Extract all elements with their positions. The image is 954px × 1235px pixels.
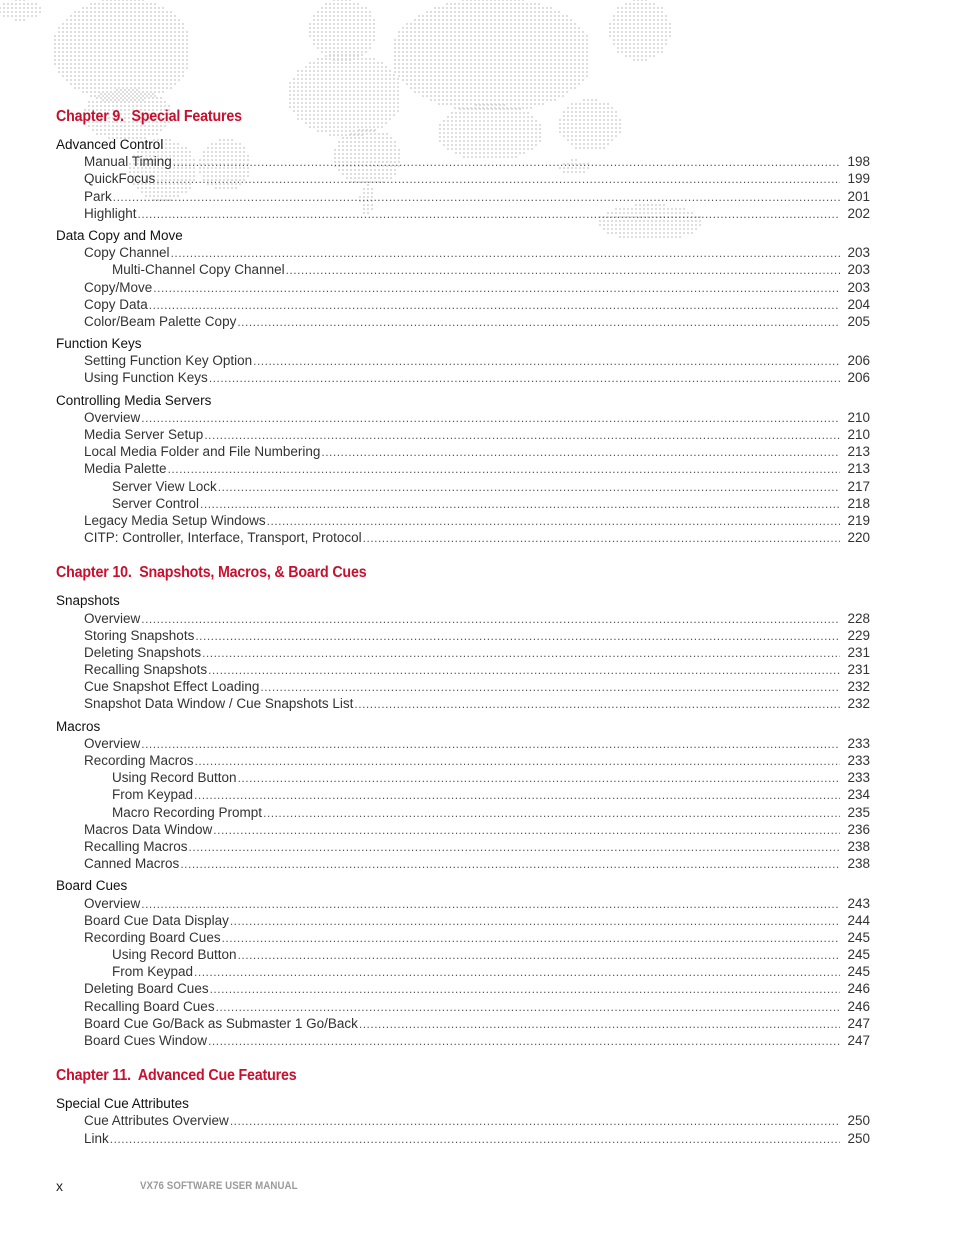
section-heading[interactable]: Board Cues	[56, 878, 128, 894]
toc-entry-title: Overview	[84, 895, 141, 911]
toc-entry-title: Using Record Button	[112, 947, 237, 963]
toc-entry-title: Multi-Channel Copy Channel	[112, 262, 285, 278]
toc-entry-title: Link	[84, 1130, 109, 1146]
dot-leader	[230, 1113, 840, 1130]
toc-entry-title: QuickFocus	[84, 171, 156, 187]
dot-leader	[238, 770, 840, 787]
dot-leader	[171, 245, 840, 262]
page-number: x	[56, 1178, 63, 1194]
toc-entry[interactable]	[56, 369, 870, 386]
toc-entry-title: Overview	[84, 409, 141, 425]
toc-section	[56, 1095, 870, 1147]
toc-entry-title: Server View Lock	[112, 478, 217, 494]
toc-entry-page: 247	[847, 1033, 870, 1048]
dot-leader	[263, 805, 840, 822]
toc-entry-title: Recording Board Cues	[84, 929, 221, 945]
toc-entry[interactable]	[56, 153, 870, 170]
toc-entry-title: Cue Attributes Overview	[84, 1113, 229, 1129]
toc-entry-page: 213	[847, 461, 870, 477]
toc-entry-title: Copy/Move	[84, 279, 153, 295]
toc-entry-title: Local Media Folder and File Numbering	[84, 444, 321, 460]
toc-entry[interactable]	[56, 460, 870, 477]
toc-entry[interactable]	[56, 678, 870, 695]
toc-entry[interactable]	[56, 895, 870, 912]
toc-entry[interactable]	[56, 443, 870, 460]
dot-leader	[208, 1033, 840, 1050]
toc-entry-page: 233	[847, 753, 870, 768]
toc-entry-title: CITP: Controller, Interface, Transport, Protocol	[84, 530, 362, 546]
toc-entry-title: Manual Timing	[84, 154, 172, 170]
toc-entry-title: From Keypad	[112, 787, 194, 803]
toc-entry-page: 203	[847, 279, 870, 295]
dot-leader	[363, 530, 840, 547]
toc-entry[interactable]	[56, 661, 870, 678]
dot-leader	[218, 479, 840, 496]
toc-entry-title: Deleting Board Cues	[84, 981, 209, 997]
toc-entry-page: 206	[847, 353, 870, 369]
toc-entry-page: 238	[847, 856, 870, 872]
table-of-contents	[56, 108, 870, 1165]
toc-entry[interactable]	[56, 205, 870, 222]
toc-entry-page: 217	[847, 478, 870, 494]
toc-entry-page: 210	[847, 427, 870, 442]
toc-entry-title: Overview	[84, 610, 141, 626]
toc-entry-page: 247	[847, 1015, 870, 1031]
toc-entry-page: 235	[847, 804, 870, 820]
toc-entry[interactable]	[56, 912, 870, 929]
dot-leader	[210, 981, 840, 998]
toc-entry-page: 232	[847, 696, 870, 712]
dot-leader	[208, 662, 840, 679]
toc-entry-title: Legacy Media Setup Windows	[84, 512, 266, 528]
toc-entry-page: 232	[847, 679, 870, 695]
toc-entry[interactable]	[56, 1130, 870, 1147]
toc-entry-page: 246	[847, 998, 870, 1014]
dot-leader	[110, 1131, 840, 1148]
dot-leader	[156, 171, 840, 188]
dot-leader	[202, 645, 840, 662]
toc-section	[56, 392, 870, 547]
dot-leader	[260, 679, 840, 696]
toc-entry[interactable]	[56, 627, 870, 644]
toc-entry-page: 220	[847, 530, 870, 546]
toc-section	[56, 335, 870, 387]
toc-entry-page: 250	[847, 1130, 870, 1146]
toc-entry-title: Copy Channel	[84, 245, 170, 261]
toc-entry-title: Color/Beam Palette Copy	[84, 313, 237, 329]
toc-entry-title: Macros Data Window	[84, 821, 213, 837]
toc-entry-page: 210	[847, 409, 870, 425]
page-footer	[56, 1176, 456, 1196]
dot-leader	[194, 964, 840, 981]
dot-leader	[141, 410, 840, 427]
toc-entry[interactable]	[56, 946, 870, 963]
chapter-heading[interactable]: Chapter 9. Special Features	[56, 108, 242, 125]
toc-entry-page: 233	[847, 735, 870, 751]
chapter-heading[interactable]: Chapter 10. Snapshots, Macros, & Board Cues	[56, 564, 367, 582]
toc-entry-title: Deleting Snapshots	[84, 644, 202, 660]
section-heading[interactable]: Function Keys	[56, 336, 142, 352]
toc-entry[interactable]	[56, 644, 870, 661]
dot-leader	[141, 736, 840, 753]
toc-entry-page: 245	[847, 964, 870, 980]
toc-entry-title: Highlight	[84, 205, 137, 221]
toc-entry[interactable]	[56, 1112, 870, 1129]
dot-leader	[253, 353, 840, 370]
toc-entry[interactable]	[56, 610, 870, 627]
toc-entry-page: 245	[847, 929, 870, 945]
toc-entry[interactable]	[56, 838, 870, 855]
dot-leader	[230, 913, 840, 930]
dot-leader	[359, 1016, 840, 1033]
toc-entry-page: 244	[847, 912, 870, 928]
toc-entry[interactable]	[56, 426, 870, 443]
toc-entry[interactable]	[56, 804, 870, 821]
toc-entry-page: 236	[847, 821, 870, 837]
toc-entry-page: 201	[847, 188, 870, 204]
section-heading[interactable]: Controlling Media Servers	[56, 392, 212, 408]
toc-entry[interactable]	[56, 170, 870, 187]
toc-entry-title: Media Palette	[84, 461, 167, 477]
toc-entry[interactable]	[56, 929, 870, 946]
toc-entry-title: Storing Snapshots	[84, 627, 195, 643]
dot-leader	[209, 370, 840, 387]
toc-entry-page: 213	[847, 444, 870, 460]
toc-entry[interactable]	[56, 261, 870, 278]
dot-leader	[200, 496, 840, 513]
dot-leader	[195, 753, 840, 770]
toc-entry-page: 229	[847, 627, 870, 643]
toc-entry-page: 202	[847, 205, 870, 221]
dot-leader	[286, 262, 840, 279]
toc-entry[interactable]	[56, 478, 870, 495]
dot-leader	[267, 513, 840, 530]
toc-entry-page: 245	[847, 947, 870, 963]
toc-entry-page: 243	[847, 895, 870, 911]
dot-leader	[354, 696, 840, 713]
toc-entry[interactable]	[56, 735, 870, 752]
toc-entry-title: Board Cues Window	[84, 1033, 208, 1048]
toc-entry-title: Macro Recording Prompt	[112, 804, 263, 820]
dot-leader	[141, 896, 840, 913]
toc-entry[interactable]	[56, 998, 870, 1015]
toc-entry[interactable]	[56, 313, 870, 330]
toc-entry-title: Setting Function Key Option	[84, 353, 253, 369]
toc-entry-title: Recalling Macros	[84, 838, 188, 854]
section-heading[interactable]: Advanced Control	[56, 137, 164, 152]
toc-entry[interactable]	[56, 495, 870, 512]
toc-entry-title: Recalling Snapshots	[84, 662, 208, 678]
toc-entry-title: From Keypad	[112, 964, 194, 980]
section-heading[interactable]: Macros	[56, 718, 101, 734]
toc-entry[interactable]	[56, 821, 870, 838]
toc-section	[56, 877, 870, 1049]
section-heading[interactable]: Snapshots	[56, 593, 120, 609]
manual-title: VX76 SOFTWARE USER MANUAL	[140, 1180, 298, 1192]
dot-leader	[213, 822, 840, 839]
dot-leader	[113, 189, 840, 206]
dot-leader	[216, 999, 840, 1016]
toc-entry[interactable]	[56, 752, 870, 769]
toc-entry[interactable]	[56, 279, 870, 296]
toc-entry-page: 238	[847, 838, 870, 854]
toc-entry[interactable]	[56, 1015, 870, 1032]
toc-entry-title: Recording Macros	[84, 753, 194, 768]
dot-leader	[238, 947, 840, 964]
toc-entry-page: 233	[847, 770, 870, 786]
toc-entry-page: 228	[847, 610, 870, 626]
toc-entry-title: Media Server Setup	[84, 427, 204, 442]
toc-entry-title: Park	[84, 188, 112, 204]
toc-entry-page: 234	[847, 787, 870, 803]
toc-entry-title: Canned Macros	[84, 856, 180, 872]
toc-entry[interactable]	[56, 786, 870, 803]
dot-leader	[141, 611, 840, 628]
toc-entry[interactable]	[56, 529, 870, 546]
toc-entry-title: Board Cue Go/Back as Submaster 1 Go/Back	[84, 1015, 358, 1031]
toc-entry-page: 206	[847, 370, 870, 386]
toc-entry-page: 203	[847, 262, 870, 278]
toc-entry-title: Snapshot Data Window / Cue Snapshots List	[84, 696, 354, 712]
chapter-heading[interactable]: Chapter 11. Advanced Cue Features	[56, 1067, 297, 1085]
dot-leader	[321, 444, 840, 461]
toc-entry-page: 250	[847, 1113, 870, 1129]
toc-entry[interactable]	[56, 244, 870, 261]
toc-entry[interactable]	[56, 188, 870, 205]
toc-entry-title: Using Record Button	[112, 770, 237, 786]
dot-leader	[204, 427, 840, 444]
toc-entry[interactable]	[56, 980, 870, 997]
toc-entry-page: 198	[847, 154, 870, 170]
toc-section	[56, 227, 870, 330]
toc-entry[interactable]	[56, 855, 870, 872]
toc-entry[interactable]	[56, 1032, 870, 1049]
dot-leader	[194, 787, 840, 804]
toc-entry-page: 199	[847, 171, 870, 187]
chapter-block	[56, 1067, 870, 1147]
dot-leader	[153, 280, 840, 297]
toc-section	[56, 136, 870, 222]
toc-entry-page: 218	[847, 495, 870, 511]
toc-entry-title: Server Control	[112, 495, 200, 511]
toc-entry-page: 205	[847, 313, 870, 329]
toc-entry-page: 219	[847, 512, 870, 528]
dot-leader	[180, 856, 840, 873]
dot-leader	[138, 206, 840, 223]
toc-entry[interactable]	[56, 352, 870, 369]
dot-leader	[168, 461, 840, 478]
section-heading[interactable]: Data Copy and Move	[56, 227, 183, 243]
section-heading[interactable]: Special Cue Attributes	[56, 1096, 189, 1112]
toc-entry-title: Using Function Keys	[84, 370, 208, 386]
chapter-block	[56, 108, 870, 546]
toc-section	[56, 718, 870, 873]
toc-entry-page: 246	[847, 981, 870, 997]
toc-entry-page: 231	[847, 644, 870, 660]
toc-entry[interactable]	[56, 769, 870, 786]
toc-entry[interactable]	[56, 409, 870, 426]
toc-entry-title: Recalling Board Cues	[84, 998, 215, 1014]
toc-entry-title: Cue Snapshot Effect Loading	[84, 679, 260, 695]
toc-entry-title: Copy Data	[84, 296, 148, 312]
dot-leader	[149, 297, 840, 314]
chapter-block	[56, 564, 870, 1049]
toc-entry[interactable]	[56, 695, 870, 712]
dot-leader	[195, 628, 840, 645]
toc-section	[56, 592, 870, 712]
dot-leader	[222, 930, 840, 947]
toc-entry-page: 204	[847, 296, 870, 312]
dot-leader	[173, 154, 840, 171]
toc-entry-title: Board Cue Data Display	[84, 912, 229, 928]
dot-leader	[189, 839, 840, 856]
toc-entry-page: 203	[847, 245, 870, 261]
dot-leader	[237, 314, 840, 331]
toc-entry-page: 231	[847, 662, 870, 678]
toc-entry[interactable]	[56, 512, 870, 529]
toc-entry[interactable]	[56, 963, 870, 980]
toc-entry[interactable]	[56, 296, 870, 313]
toc-entry-title: Overview	[84, 735, 141, 751]
